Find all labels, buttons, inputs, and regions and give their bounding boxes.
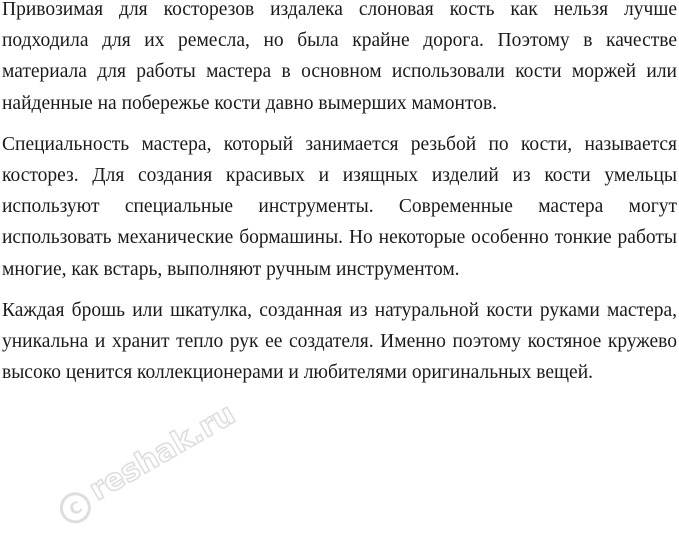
paragraph-2: Специальность мастера, который занимается резьбой по кости, называется косторез. Для создания красивых и изящных изделий из кости умельцы используют специальные инструменты. Современные мастера могут использовать механические бормашины. Но некоторые особенно тонкие работы многие, как встарь, выполняют ручным инструментом. — [2, 133, 677, 280]
paragraph-3: Каждая брошь или шкатулка, созданная из натуральной кости руками мастера, уникальна и хранит тепло рук ее создателя. Именно поэтому костяное кружево высоко ценится коллекционерами и любителями оригинальных вещей. — [2, 299, 677, 384]
watermark-text: reshak.ru — [83, 396, 242, 509]
paragraph-1: Привозимая для косторезов издалека слоновая кость как нельзя лучше подходила для их ремесла, но была крайне дорога. Поэтому в качестве материала для работы мастера в основном использовали кости моржей или найденные на побережье кости давно вымерших мамонтов. — [2, 0, 677, 114]
copyright-c-glyph: C — [65, 497, 86, 520]
